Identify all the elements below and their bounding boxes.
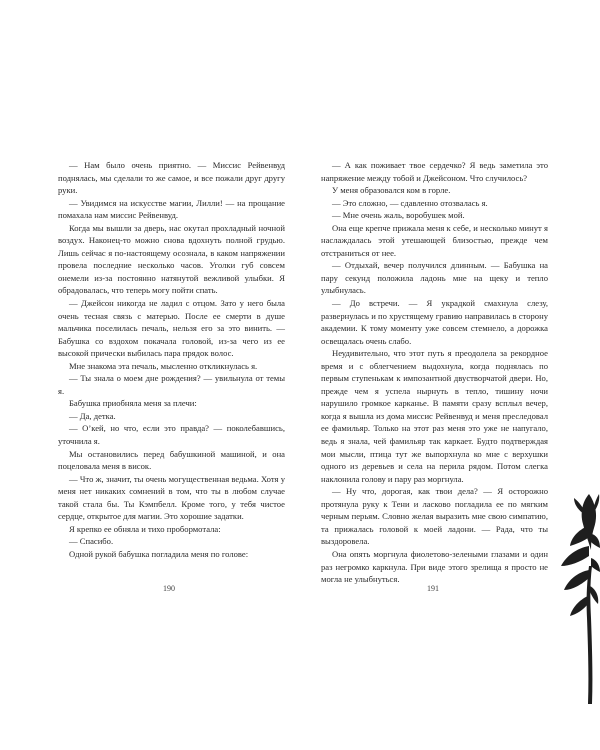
- paragraph: — Увидимся на искусстве магии, Лилли! — на прощание помахала нам миссис Рейвенвуд.: [58, 197, 285, 221]
- right-page-text: [321, 159, 548, 586]
- paragraph: — Да, детка.: [69, 410, 116, 421]
- paragraph: Мне знакома эта печаль, мысленно откликнулась я.: [69, 360, 258, 371]
- paragraph: Она еще крепче прижала меня к себе, и несколько минут я наслаждалась этой утешающей близостью, прежде чем отстраниться от нее.: [321, 222, 548, 258]
- paragraph: — Мне очень жаль, воробушек мой.: [332, 210, 465, 221]
- paragraph: — Нам было очень приятно. — Миссис Рейвенвуд поднялась, мы сделали то же самое, и все пожали друг другу руки.: [58, 160, 285, 196]
- paragraph: Одной рукой бабушка погладила меня по голове:: [69, 548, 249, 559]
- paragraph: — Отдыхай, вечер получился длинным. — Бабушка на пару секунд положила ладонь мне на щеку и тепло улыбнулась.: [321, 260, 548, 296]
- paragraph: Мы остановились перед бабушкиной машиной, и она поцеловала меня в висок.: [58, 448, 285, 472]
- left-page-text: [58, 159, 285, 561]
- paragraph: — А как поживает твое сердечко? Я ведь заметила это напряжение между тобой и Джейсоном. Что случилось?: [321, 160, 548, 183]
- paragraph: Я крепко ее обняла и тихо пробормотала:: [69, 523, 221, 534]
- paragraph: — Спасибо.: [69, 536, 114, 547]
- paragraph: — До встречи. — Я украдкой смахнула слезу, развернулась и по хрустящему гравию направилась в сторону академии. К тому моменту уже совсем стемнело, а дорожка освещалась очень слабо.: [321, 298, 548, 346]
- left-page: [58, 159, 285, 561]
- paragraph: — Это сложно, — сдавленно отозвалась я.: [332, 197, 488, 208]
- feather-tree-ornament-icon: [558, 486, 600, 706]
- paragraph: Она опять моргнула фиолетово-зелеными глазами и один раз негромко каркнула. При виде этого зрелища я просто не могла не улыбнуться.: [321, 548, 548, 585]
- right-page: [321, 159, 548, 586]
- page-number-left: 190: [163, 584, 175, 593]
- paragraph: — Ты знала о моем дне рождения? — увильнула от темы я.: [58, 373, 285, 396]
- paragraph: — Что ж, значит, ты очень могущественная ведьма. Хотя у меня нет никаких сомнений в том, что ты в любом случае такой стала бы. Ты Кэмпбелл. Кроме того, у тебя чистое сердце, открытое для магии. Это хорошие задатки.: [58, 473, 285, 522]
- paragraph: Бабушка приобняла меня за плечи:: [69, 398, 197, 409]
- paragraph: — О’кей, но что, если это правда? — поколебавшись, уточнила я.: [58, 423, 285, 447]
- paragraph: — Джейсон никогда не ладил с отцом. Зато у него была очень тесная связь с матерью. После ее смерти в душе мальчика поселилась печаль, нельзя его за это винить. — Бабушка со вздохом покачала головой, из-за чего из ее высокой прически выбилась пара прядок волос.: [58, 298, 285, 359]
- paragraph: Неудивительно, что этот путь я преодолела за рекордное время и с облегчением выдохнула, когда поднялась по первым ступенькам к импозантной двустворчатой двери. Но, прежде чем я успела нырнуть в тепло, тишину ночи нарушило громкое карканье. В памяти сразу всплыл вечер, когда я вышла из дома миссис Рейвенвуд и меня преследовал ее фамильяр. Только на этот раз меня это уже не напугало, ведь я знала, чей фамильяр так каркает. Будто подтверждая мои мысли, птица тут же выпорхнула ко мне с верхушки одного из деревьев и села на перила рядом. Потом слегка наклонила голову и пару раз моргнула.: [321, 348, 548, 484]
- page-number-right: 191: [427, 584, 439, 593]
- paragraph: Когда мы вышли за дверь, нас окутал прохладный ночной воздух. Наконец-то можно снова вдохнуть полной грудью. Лишь сейчас я по-настоящему осознала, в каком напряжении провела последние несколько часов. Уголки губ совсем онемели из-за постоянно натянутой вежливой улыбки. Я обрадовалась, что теперь могу пойти спать.: [58, 222, 285, 296]
- paragraph: У меня образовался ком в горле.: [332, 185, 451, 196]
- paragraph: — Ну что, дорогая, как твои дела? — Я осторожно протянула руку к Тени и ласково погладила ее по мягким черным перьям. Словно желая выразить мне свою симпатию, та прижалась головой к моей ладони. — Рада, что ты выздоровела.: [321, 486, 548, 547]
